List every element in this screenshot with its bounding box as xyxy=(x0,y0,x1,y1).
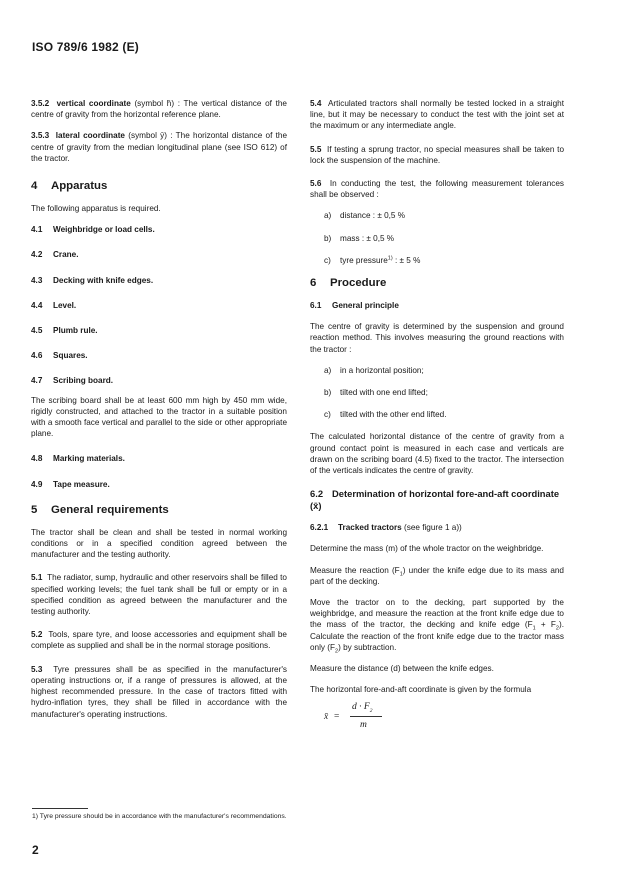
section-4-intro: The following apparatus is required. xyxy=(31,204,161,214)
mass-step: Determine the mass (m) of the whole tractor on the weighbridge. xyxy=(310,544,544,554)
item-4-9: 4.9 Tape measure. xyxy=(31,479,110,489)
formula-intro: The horizontal fore-and-aft coordinate is given by the formula xyxy=(310,685,532,695)
position-a: a) in a horizontal position; xyxy=(324,365,424,375)
clause-5-2: 5.2 Tools, spare tyre, and loose accessories and equipment shall be complete as supplied and shall be in the normal storage positions. xyxy=(31,630,287,651)
clause-5-6: 5.6 In conducting the test, the following measurement tolerances shall be observed : xyxy=(310,179,564,200)
clause-5-4: 5.4 Articulated tractors shall normally be tested locked in a straight line, but it may be necessary to conduct the test with the joint set at the maximum or any intermediate angle. xyxy=(310,99,564,131)
formula-denominator: m xyxy=(360,719,367,730)
item-4-7: 4.7 Scribing board. xyxy=(31,376,114,386)
footnote: 1) Tyre pressure should be in accordance with the manufacturer's recommendations. xyxy=(32,813,287,820)
reaction-step: Measure the reaction $(F_1)$ under the knife edge due to its mass and part of the decking. xyxy=(310,565,564,586)
item-4-6: 4.6 Squares. xyxy=(31,351,88,361)
clause-6-2-heading: 6.2 Determination of horizontal fore-and-aft coordinate (x̄) xyxy=(310,488,560,512)
clause-3-5-2: 3.5.2 vertical coordinate (symbol h̄) : The vertical distance of the centre of gravity from the horizontal reference plane. xyxy=(31,99,287,120)
formula-numerator: $d \cdot F_2$ xyxy=(352,701,373,714)
section-4-heading: 4 Apparatus xyxy=(31,180,108,193)
footnote-rule xyxy=(32,808,88,809)
clause-6-1-text-2: The calculated horizontal distance of the centre of gravity from a ground contact point is measured in each case and verticals are drawn on the scribing board (4.5) fixed to the tractor. The intersection of the verticals indicates the centre of gravity. xyxy=(310,432,564,476)
clause-5-1: 5.1 The radiator, sump, hydraulic and other reservoirs shall be filled to specified working levels; the fuel tank shall be full or empty or in a specified condition as agreed between the manufacturer and the testing authority. xyxy=(31,573,287,617)
tolerance-list xyxy=(324,210,564,266)
item-4-2: 4.2 Crane. xyxy=(31,250,79,260)
item-4-4: 4.4 Level. xyxy=(31,300,77,310)
section-6-heading: 6 Procedure xyxy=(310,277,387,290)
footnote-ref: 1) xyxy=(387,255,393,262)
left-column xyxy=(31,98,287,730)
item-4-3: 4.3 Decking with knife edges. xyxy=(31,275,154,285)
clause-6-2-1-heading: 6.2.1 Tracked tractors (see figure 1 a)) xyxy=(310,523,462,533)
position-list xyxy=(324,365,564,421)
section-5-heading: 5 General requirements xyxy=(31,503,169,516)
item-4-5: 4.5 Plumb rule. xyxy=(31,326,98,336)
scribing-board-text: The scribing board shall be at least 600 mm high by 450 mm wide, rigidly constructed, and attached to the tractor in a suitable position with a smooth face vertical and parallel to the side or other appropriate plane. xyxy=(31,395,287,439)
tolerance-mass: b) mass : ± 0,5 % xyxy=(324,233,395,243)
formula xyxy=(324,702,564,738)
item-4-1: 4.1 Weighbridge or load cells. xyxy=(31,225,155,235)
tolerance-distance: a) distance : ± 0,5 % xyxy=(324,211,406,221)
move-step: Move the tractor on to the decking, part supported by the weighbridge, and measure the reaction at the front knife edge due to the mass of the tractor, the decking and knife edge $(F_1 + F_2)$. Calculate the reaction of the front knife edge due to the tractor mass only $(F_2)$ by subtraction. xyxy=(310,598,564,655)
tolerance-tyre-pressure: c) tyre pressure$^{1)}$ : ± 5 % xyxy=(324,255,421,265)
document-header: ISO 789/6 1982 (E) xyxy=(32,40,139,54)
item-4-8: 4.8 Marking materials. xyxy=(31,454,125,464)
fraction-bar xyxy=(350,716,382,717)
section-5-intro: The tractor shall be clean and shall be tested in normal working conditions or in a specified condition agreed between the manufacturer and the testing authority. xyxy=(31,527,287,560)
clause-6-1-heading: 6.1 General principle xyxy=(310,301,399,311)
formula-lhs: x̄ xyxy=(324,711,329,722)
right-column xyxy=(310,98,564,738)
position-c: c) tilted with the other end lifted. xyxy=(324,410,447,420)
clause-6-1-text: The centre of gravity is determined by the suspension and ground reaction method. This involves measuring the ground reactions with the tractor : xyxy=(310,322,564,354)
distance-step: Measure the distance (d) between the knife edges. xyxy=(310,664,494,674)
clause-5-3: 5.3 Tyre pressures shall be as specified in the manufacturer's operating instructions or, if a range of pressures is allowed, at the highest recommended pressure. In the case of tractors fitted with hydro-inflation tyres, they shall be filled in accordance with the manufacturer's operating instructions. xyxy=(31,664,287,719)
clause-5-5: 5.5 If testing a sprung tractor, no special measures shall be taken to lock the suspension of the machine. xyxy=(310,144,564,165)
page-number: 2 xyxy=(32,843,39,857)
position-b: b) tilted with one end lifted; xyxy=(324,388,428,398)
clause-3-5-3: 3.5.3 lateral coordinate (symbol ȳ) : The horizontal distance of the centre of gravity from the median longitudinal plane (see ISO 612) of the tractor. xyxy=(31,131,287,163)
formula-equals: = xyxy=(334,711,340,722)
